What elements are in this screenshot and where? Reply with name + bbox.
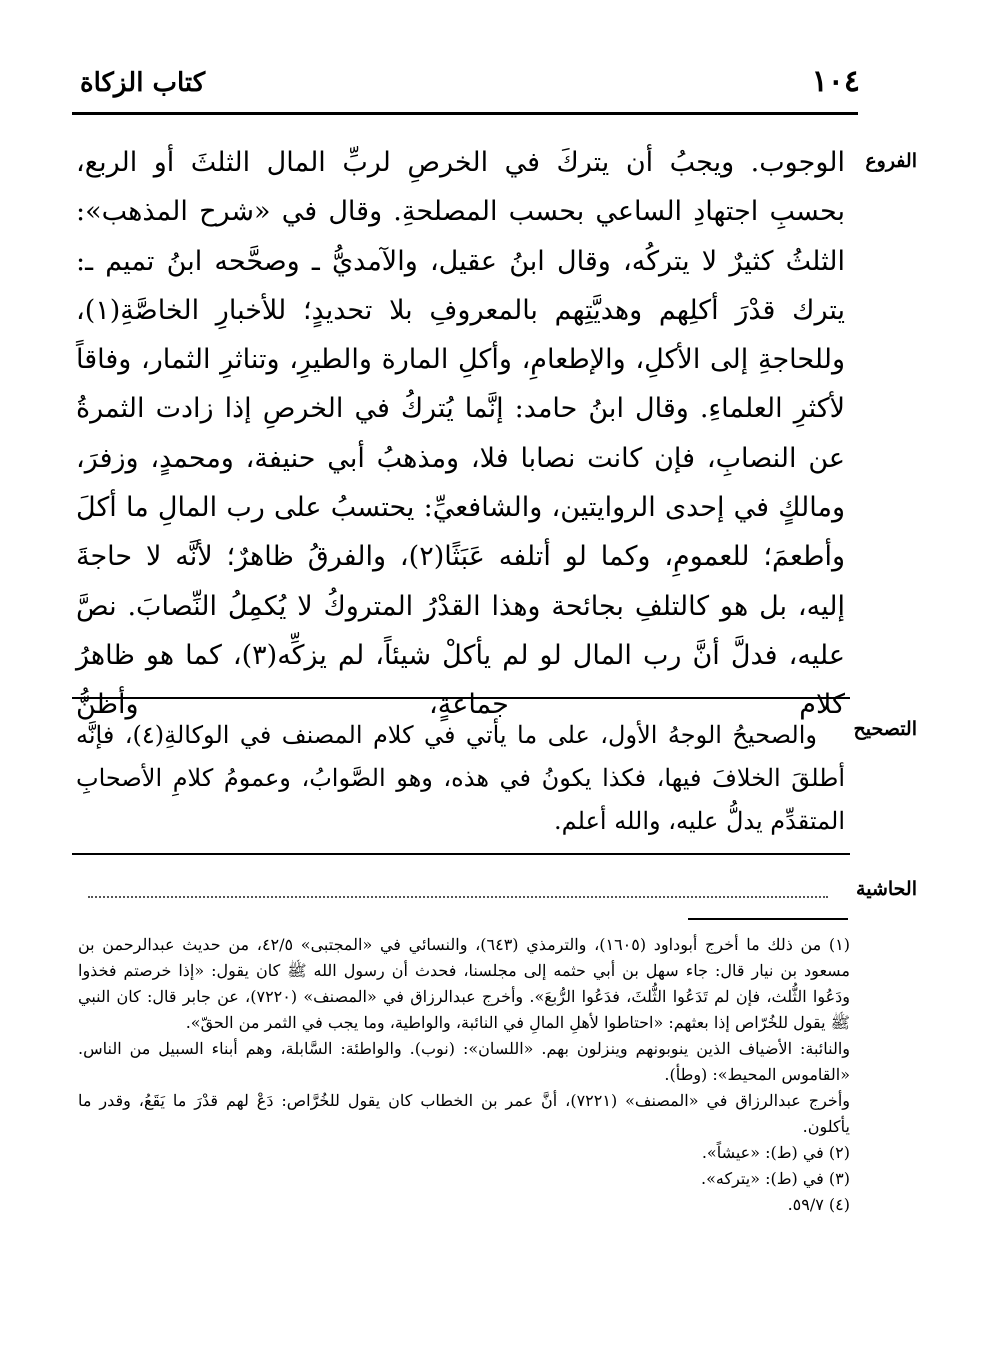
side-label-hashiya: الحاشية [856,878,917,900]
book-title: كتاب الزكاة [80,68,206,98]
footnotes-block [78,932,850,1218]
tashih-block [76,714,845,843]
hashiya-dotted-line [88,876,828,898]
main-text-block [76,138,845,730]
header-rule [72,112,858,115]
main-paragraph: الوجوب. ويجبُ أن يتركَ في الخرصِ لربِّ المال الثلثَ أو الربع، بحسبِ اجتهادِ الساعي بحسب المصلحةِ. وقال في «شرح المذهب»: الثلثُ كثيرٌ لا يتركُه، وقال ابنُ عقيل، والآمديُّ ـ وصحَّحه ابنُ تميم ـ: يترك قدْرَ أكلِهم وهديَّتِهم بالمعروفِ بلا تحديدٍ؛ للأخبارِ الخاصَّةِ(١)، وللحاجةِ إلى الأكلِ، والإطعامِ، وأكلِ المارة والطيرِ، وتناثرِ الثمار، وفاقاً لأكثرِ العلماءِ. وقال ابنُ حامد: إنَّما يُتركُ في الخرصِ إذا زادت الثمرةُ عن النصابِ، فإن كانت نصابا فلا، ومذهبُ أبي حنيفة، ومحمدٍ، وزفرَ، ومالكٍ في إحدى الروايتين، والشافعيِّ: يحتسبُ على رب المالِ ما أكلَ وأطعمَ؛ للعمومِ، وكما لو أتلفه عَبَثًا(٢)، والفرقُ ظاهرٌ؛ لأنَّه لا حاجةَ إليه، بل هو كالتلفِ بجائحة وهذا القدْرُ المتروكُ لا يُكمِلُ النِّصابَ. نصَّ عليه، فدلَّ أنَّ رب المال لو لم يأكلْ شيئاً، لم يزكِّه(٣)، كما هو ظاهرُ كلام جماعةٍ، وأظنُّ [76,147,845,721]
footnote-3: (٣) في (ط): «يتركه». [701,1169,850,1188]
running-header [70,64,860,104]
tashih-divider [72,853,850,855]
section-divider [72,697,850,699]
footnote-1-extra: وأخرج عبدالرزاق في «المصنف» (٧٢٢١)، أنَّ عمر بن الخطاب كان يقول للخُرَّاص: دَعْ لهم قدْرَ ما يَقَعُ، وقدر ما يأكلون. [78,1091,850,1136]
footnote-2: (٢) في (ط): «عيشاً». [701,1143,850,1162]
side-label-tashih: التصحيح [853,718,917,740]
footnote-4: (٤) ٥٩/٧. [787,1195,850,1214]
footnote-1-gloss: والنائبة: الأضياف الذين ينوبونهم وينزلون بهم. «اللسان»: (نوب). والواطئة: السَّابلة، وهم أبناء السبيل من الناس. «القاموس المحيط»: (وطأ). [78,1039,851,1084]
footnote-1: (١) من ذلك ما أخرج أبوداود (١٦٠٥)، والترمذي (٦٤٣)، والنسائي في «المجتبى» ٤٢/٥، من حديث عبدالرحمن بن مسعود بن نيار قال: جاء سهل بن أبي حثمه إلى مجلسنا، فحدث أن رسول الله ﷺ كان يقول: «إذا خرصتم فخذوا ودَعُوا الثُّلث، فإن لم تَدَعُوا الثُّلثَ، فدَعُوا الرُّبعَ». وأخرج عبدالرزاق في «المصنف» (٧٢٢٠)، عن جابر قال: كان النبي ﷺ يقول للخُرّاص إذا بعثهم: «احتاطوا لأهلِ المالِ في النائبة، والواطية، وما يجب في الثمر من الحقّ». [78,935,851,1032]
footnote-rule [688,918,848,920]
side-label-furu: الفروع [865,150,917,172]
page-number: ١٠٤ [811,64,860,99]
tashih-paragraph: والصحيحُ الوجهُ الأول، على ما يأتي في كلام المصنف في الوكالةِ(٤)، فإنَّه أطلقَ الخلافَ فيها، فكذا يكونُ في هذه، وهو الصَّوابُ، وعمومُ كلامِ الأصحابِ المتقدِّم يدلُّ عليه، والله أعلم. [76,721,845,835]
